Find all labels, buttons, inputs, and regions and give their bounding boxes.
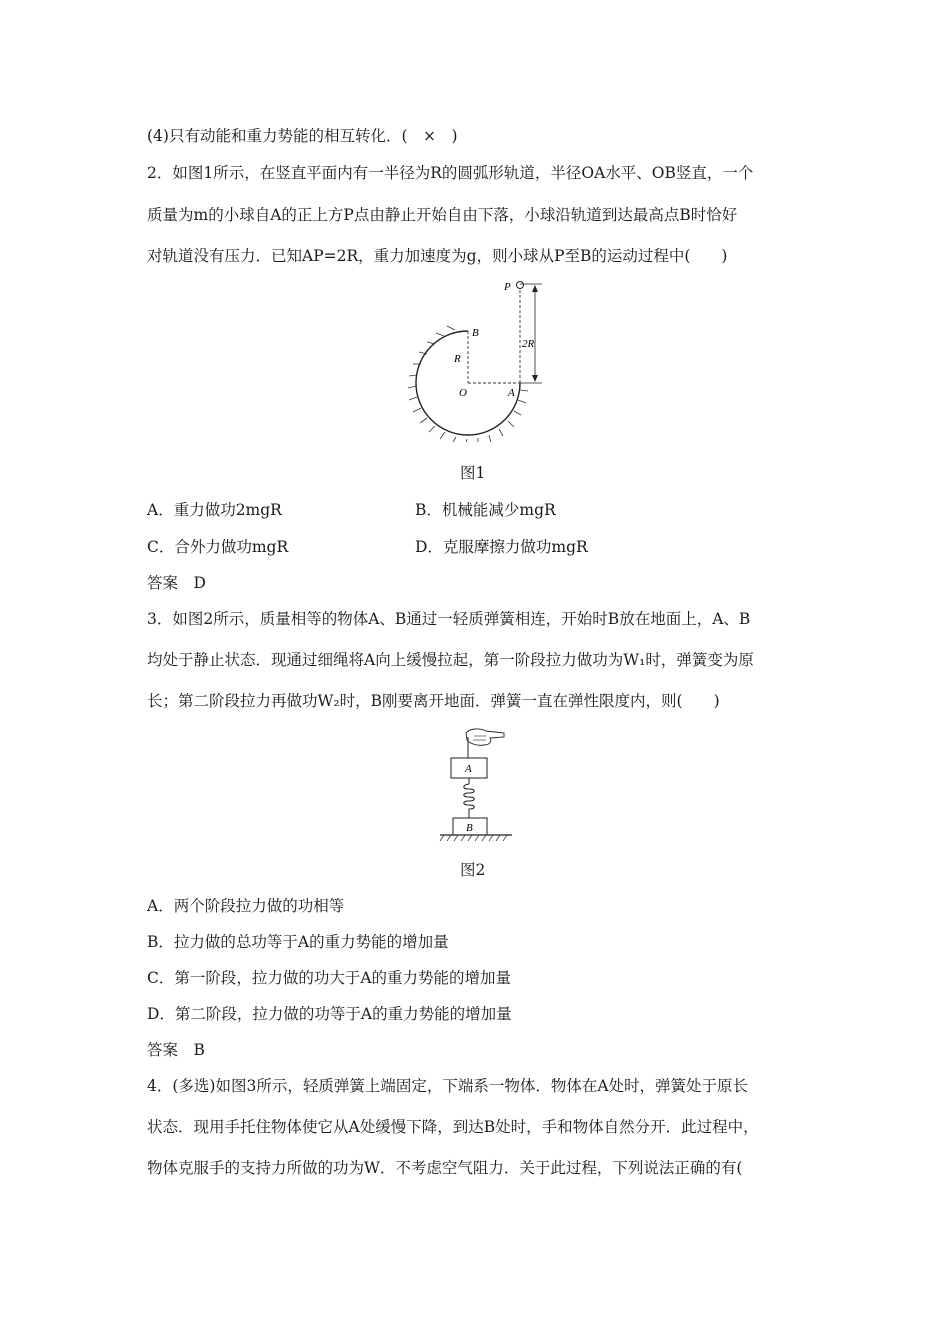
q2-stem-line-1: 2．如图1所示，在竖直平面内有一半径为R的圆弧形轨道，半径OA水平、OB竖直，一个 — [147, 164, 754, 182]
label-block-B: B — [466, 822, 473, 834]
q4-stem-line-1: 4．(多选)如图3所示，轻质弹簧上端固定，下端系一物体．物体在A处时，弹簧处于原长 — [147, 1077, 749, 1095]
q2-option-a: A．重力做功2mgR — [147, 501, 282, 519]
q2-option-d: D．克服摩擦力做功mgR — [415, 538, 588, 556]
ball-P — [517, 282, 524, 289]
q2-answer: 答案 D — [147, 574, 206, 592]
q4-stem-line-3: 物体克服手的支持力所做的功为W．不考虑空气阻力．关于此过程，下列说法正确的有( — [147, 1159, 743, 1177]
label-block-A: A — [465, 763, 472, 775]
q3-option-a: A．两个阶段拉力做的功相等 — [147, 897, 345, 915]
figure-2-spring-blocks — [430, 725, 530, 845]
figure-1-caption: 图1 — [460, 464, 486, 482]
label-R: R — [454, 353, 461, 365]
q3-answer: 答案 B — [147, 1041, 205, 1059]
q2-option-c: C．合外力做功mgR — [147, 538, 289, 556]
q2-option-b: B．机械能减少mgR — [415, 501, 556, 519]
label-P: P — [504, 281, 511, 293]
q4-stem-line-2: 状态．现用手托住物体使它从A处缓慢下降，到达B处时，手和物体自然分开．此过程中， — [147, 1118, 759, 1136]
q3-option-d: D．第二阶段，拉力做的功等于A的重力势能的增加量 — [147, 1005, 512, 1023]
q1-item4: (4)只有动能和重力势能的相互转化．( × ) — [147, 127, 458, 145]
figure-1-circular-track — [395, 272, 555, 442]
q3-option-b: B．拉力做的总功等于A的重力势能的增加量 — [147, 933, 449, 951]
spring — [464, 778, 475, 818]
label-2R: 2R — [522, 338, 535, 350]
q3-stem-line-3: 长；第二阶段拉力再做功W₂时，B刚要离开地面．弹簧一直在弹性限度内，则( ) — [147, 692, 720, 710]
q2-stem-line-2: 质量为m的小球自A的正上方P点由静止开始自由下落，小球沿轨道到达最高点B时恰好 — [147, 206, 738, 224]
label-A: A — [508, 387, 515, 399]
q2-stem-line-3: 对轨道没有压力．已知AP=2R，重力加速度为g，则小球从P至B的运动过程中( ) — [147, 247, 728, 265]
q3-option-c: C．第一阶段，拉力做的功大于A的重力势能的增加量 — [147, 969, 512, 987]
label-O: O — [459, 387, 467, 399]
label-B: B — [472, 327, 479, 339]
hand-icon — [466, 729, 504, 745]
q3-stem-line-2: 均处于静止状态．现通过细绳将A向上缓慢拉起，第一阶段拉力做功为W₁时，弹簧变为原 — [147, 651, 754, 669]
ground-hatching — [440, 835, 507, 841]
figure-2-caption: 图2 — [460, 861, 486, 879]
q3-stem-line-1: 3．如图2所示，质量相等的物体A、B通过一轻质弹簧相连，开始时B放在地面上，A、B — [147, 610, 751, 628]
